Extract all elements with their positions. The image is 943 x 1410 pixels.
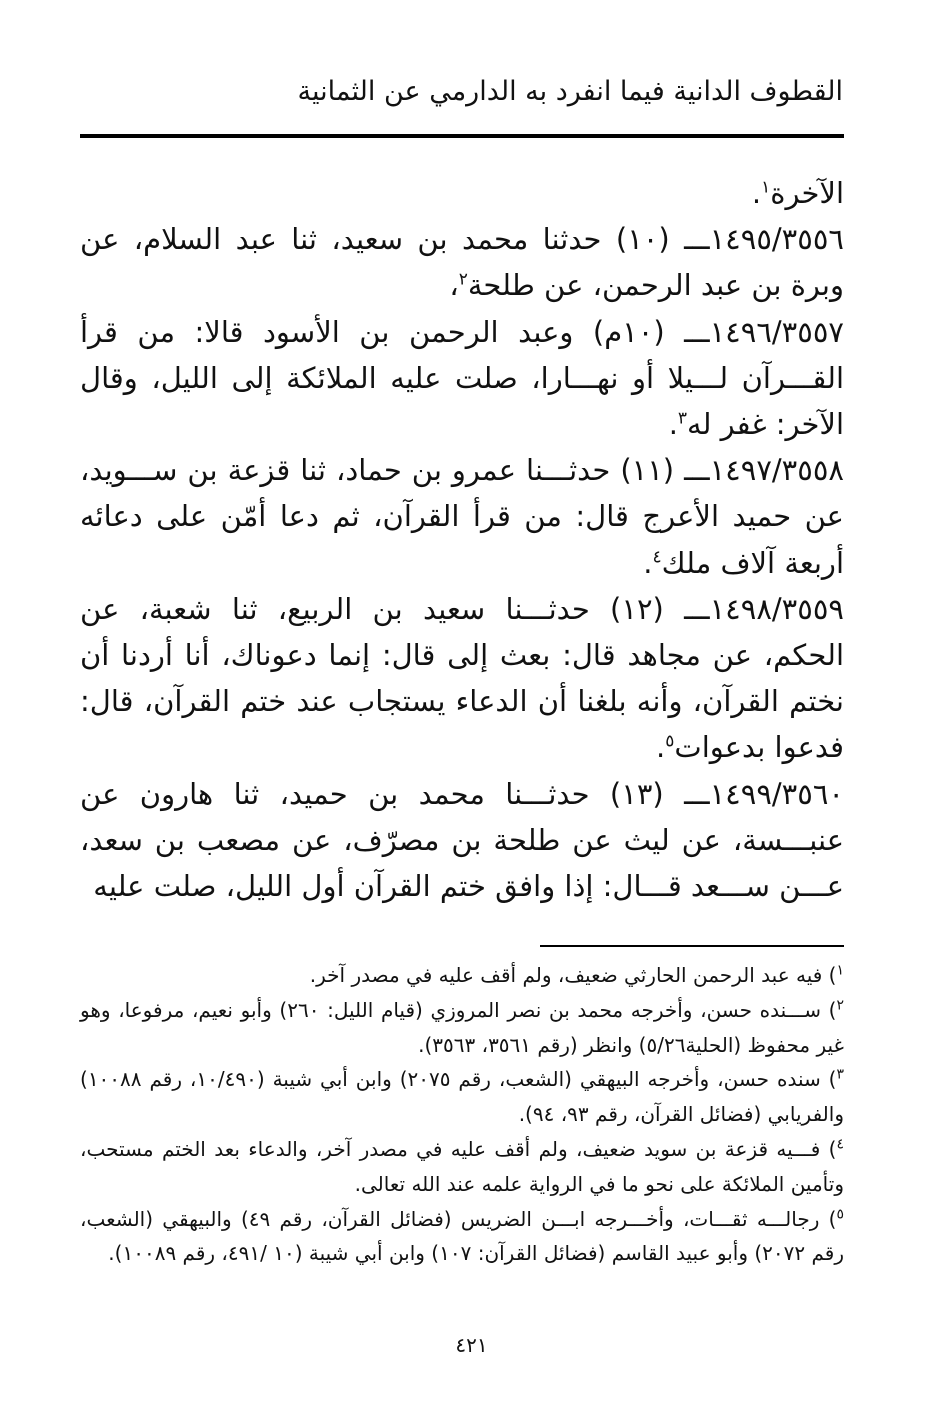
footnote-1 xyxy=(80,958,844,993)
paragraph-text: ١٤٩٨/٣٥٥٩ـــ (١٢) حدثـــنا سعيد بن الربيع، ثنا شعبة، عن الحكم، عن مجاهد قال: بعث إلى قال: إنما دعوناك، أنا أردنا أن نختم القرآن، وأنه بلغنا أن الدعاء يستجاب عند ختم القرآن، قال: فدعوا بدعوات xyxy=(80,591,844,765)
footnote-ref: ٣ xyxy=(677,408,688,429)
paragraph-end: . xyxy=(656,730,666,765)
footnote-ref: ١ xyxy=(761,177,771,198)
hadith-1496 xyxy=(80,309,844,448)
paragraph-continuation xyxy=(80,170,844,216)
footnote-ref: ٤ xyxy=(652,546,662,567)
footnote-5 xyxy=(80,1202,844,1272)
footnote-text: ) رجالـــه ثقـــات، وأخـــرجه ابـــن الضريس (فضائل القرآن، رقم ٤٩) والبيهقي (الشعب، رقم ٢٠٧٢) وأبو عبيد القاسم (فضائل القرآن: ١٠٧) وابن أبي شيبة (١٠ /٤٩١، رقم ١٠٠٨٩). xyxy=(80,1206,844,1266)
hadith-1495 xyxy=(80,216,844,308)
paragraph-text: ١٤٩٦/٣٥٥٧ـــ (١٠م) وعبد الرحمن بن الأسود قالا: من قرأ القـــرآن لـــيلا أو نهـــارا، صلت عليه الملائكة إلى الليل، وقال الآخر: غفر له xyxy=(80,314,844,442)
paragraph-end: ، xyxy=(449,268,459,303)
footnote-number: ٥ xyxy=(836,1205,844,1222)
hadith-1498 xyxy=(80,586,844,771)
footnote-ref: ٥ xyxy=(665,731,675,752)
footnotes xyxy=(80,958,844,1271)
paragraph-end: . xyxy=(668,407,678,442)
hadith-1497 xyxy=(80,447,844,586)
paragraph-end: . xyxy=(643,545,653,580)
header-rule xyxy=(80,134,844,138)
paragraph-text: ١٤٩٥/٣٥٥٦ـــ (١٠) حدثنا محمد بن سعيد، ثنا عبد السلام، عن وبرة بن عبد الرحمن، عن طلحة xyxy=(80,222,844,303)
footnote-3 xyxy=(80,1062,844,1132)
footnote-ref: ٢ xyxy=(458,269,468,290)
paragraph-end: . xyxy=(751,176,762,210)
running-header: القطوف الدانية فيما انفرد به الدارمي عن الثمانية xyxy=(297,76,843,107)
page-number: ٤٢١ xyxy=(455,1333,488,1357)
footnote-text: ) ســـنده حسن، وأخرجه محمد بن نصر المروزي (قيام الليل: ٢٦٠) وأبو نعيم، مرفوعا، وهو غير محفوظ (الحلية٥/٢٦) وانظر (رقم ٣٥٦١، ٣٥٦٣). xyxy=(80,997,844,1057)
footnote-number: ٣ xyxy=(836,1066,845,1083)
footnote-text: ) سنده حسن، وأخرجه البيهقي (الشعب، رقم ٢٠٧٥) وابن أبي شيبة (١٠/٤٩٠، رقم ١٠٠٨٨) والفريابي (فضائل القرآن، رقم ٩٣، ٩٤). xyxy=(80,1067,844,1127)
footnote-number: ١ xyxy=(836,962,844,979)
footnote-rule xyxy=(540,945,844,947)
footnote-2 xyxy=(80,993,844,1063)
footnote-text: ) فـــيه قزعة بن سويد ضعيف، ولم أقف عليه في مصدر آخر، والدعاء بعد الختم مستحب، وتأمين الملائكة على نحو ما في الرواية علمه عند الله تعالى. xyxy=(80,1136,844,1196)
paragraph-text: ١٤٩٩/٣٥٦٠ـــ (١٣) حدثـــنا محمد بن حميد، ثنا هارون عن عنبـــسة، عن ليث عن طلحة بن مصرّف، عن مصعب بن سعد، عـــن ســـعد قـــال: إذا وافق ختم القرآن أول الليل، صلت عليه xyxy=(80,776,844,904)
paragraph-text: الآخرة xyxy=(770,176,844,210)
main-text xyxy=(80,170,844,909)
paragraph-text: ١٤٩٧/٣٥٥٨ـــ (١١) حدثـــنا عمرو بن حماد، ثنا قزعة بن ســـويد، عن حميد الأعرج قال: من قرأ القرآن، ثم دعا أمّن على دعائه أربعة آلاف ملك xyxy=(80,453,844,580)
footnote-text: ) فيه عبد الرحمن الحارثي ضعيف، ولم أقف عليه في مصدر آخر. xyxy=(309,963,837,987)
hadith-1499 xyxy=(80,771,844,910)
footnote-number: ٤ xyxy=(836,1136,844,1153)
footnote-4 xyxy=(80,1132,844,1202)
footnote-number: ٢ xyxy=(836,997,844,1014)
